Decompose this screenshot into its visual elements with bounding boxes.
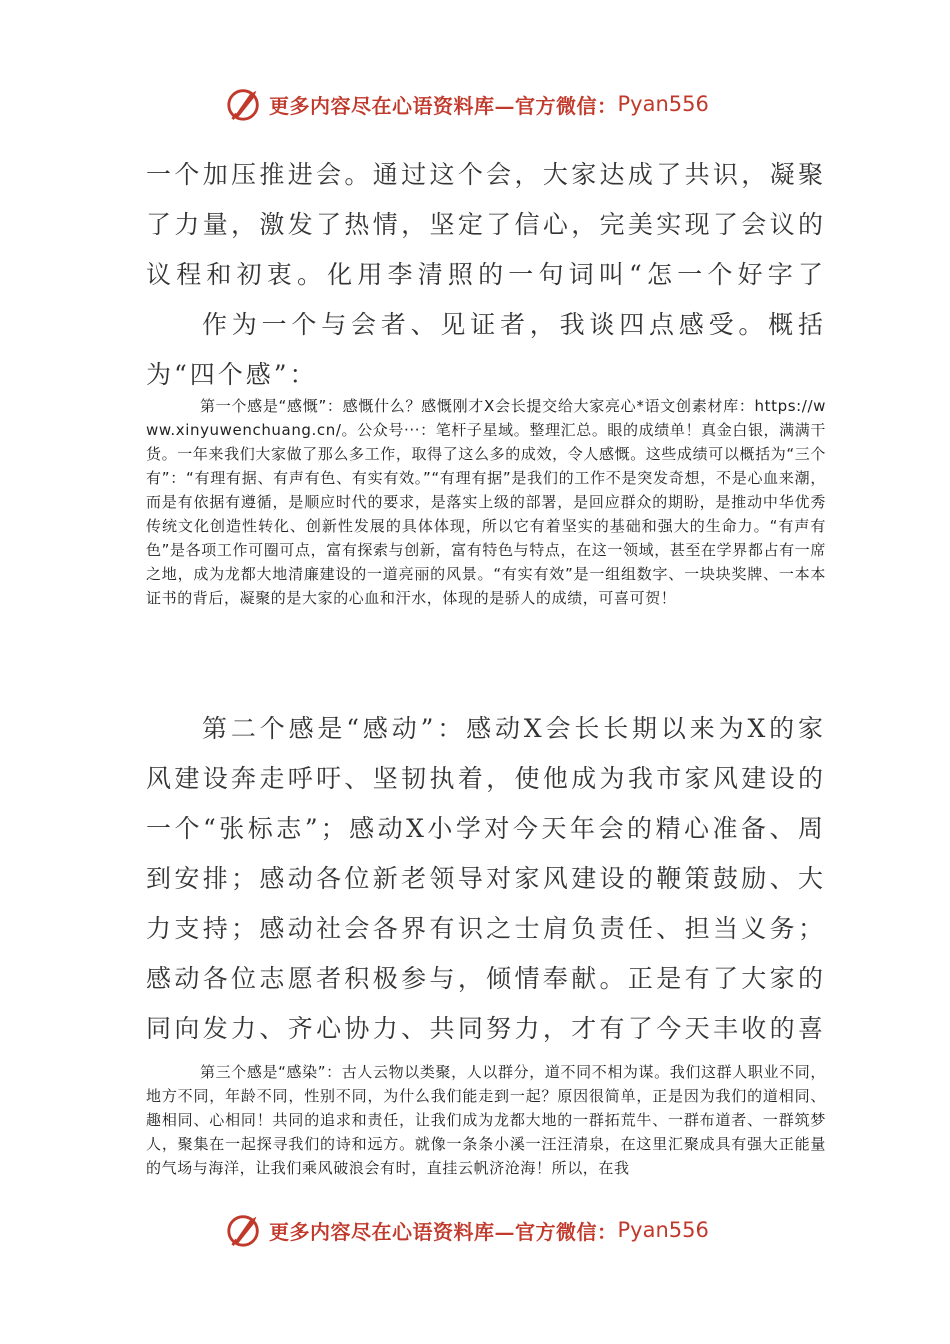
wechat-id: Pyan556 bbox=[617, 1218, 709, 1242]
wechat-id: Pyan556 bbox=[617, 92, 709, 116]
paragraph-1: 一个加压推进会。通过这个会，大家达成了共识，凝聚了力量，激发了热情，坚定了信心，完美实现了会议的议程和初衷。化用李清照的一句词叫“怎一个好字了 bbox=[146, 160, 826, 289]
banner-text: 更多内容尽在心语资料库—官方微信： bbox=[269, 93, 618, 118]
paragraph-5: 第三个感是“感染”：古人云物以类聚，人以群分，道不同不相为谋。我们这群人职业不同，地方不同，年龄不同，性别不同，为什么我们能走到一起？原因很简单，正是因为我们的道相同、趣相同、心相同！共同的追求和责任，让我们成为龙都大地的一群拓荒牛、一群布道者、一群筑梦人，聚集在一起探寻我们的诗和远方。就像一条条小溪一汪汪清泉，在这里汇聚成具有强大正能量的气场与海洋，让我们乘风破浪会有时，直挂云帆济沧海！所以，在我 bbox=[146, 1063, 826, 1177]
paragraph-4: 第二个感是“感动”：感动X会长长期以来为X的家风建设奔走呼吁、坚韧执着，使他成为我市家风建设的一个“张标志”；感动X小学对今天年会的精心准备、周到安排；感动各位新老领导对家风建设的鞭策鼓励、大力支持；感动社会各界有识之士肩负责任、担当义务；感动各位志愿者积极参与，倾情奉献。正是有了大家的同向发力、齐心协力、共同努力，才有了今天丰收的喜 bbox=[146, 714, 826, 1043]
paragraph-3: 第一个感是“感慨”：感慨什么？感慨刚才X会长提交给大家亮心*语文创素材库：https://www.xinyuwenchuang.cn/。公众号···：笔杆子星域。整理汇总。眼的成绩单！真金白银，满满干货。一年来我们大家做了那么多工作，取得了这么多的成效，令人感慨。这些成绩可以概括为“三个有”：“有理有据、有声有色、有实有效。”“有理有据”是我们的工作不是突发奇想，不是心血来潮，而是有依据有遵循，是顺应时代的要求，是落实上级的部署，是回应群众的期盼，是推动中华优秀传统文化创造性转化、创新性发展的具体体现，所以它有着坚实的基础和强大的生命力。“有声有色”是各项工作可圈可点，富有探索与创新，富有特色与特点，在这一领域，甚至在学界都占有一席之地，成为龙都大地清廉建设的一道亮丽的风景。“有实有效”是一组组数字、一块块奖牌、一本本证书的背后，凝聚的是大家的心血和汗水，体现的是骄人的成绩，可喜可贺！ bbox=[146, 397, 826, 607]
pen-nib-logo-icon bbox=[225, 1211, 263, 1249]
document-body bbox=[146, 150, 826, 1206]
banner-text: 更多内容尽在心语资料库—官方微信： bbox=[269, 1219, 618, 1244]
header-banner bbox=[225, 82, 745, 126]
pen-nib-logo-icon bbox=[225, 85, 263, 123]
paragraph-2: 作为一个与会者、见证者，我谈四点感受。概括为“四个感”： bbox=[146, 310, 826, 389]
footer-banner bbox=[225, 1208, 745, 1252]
